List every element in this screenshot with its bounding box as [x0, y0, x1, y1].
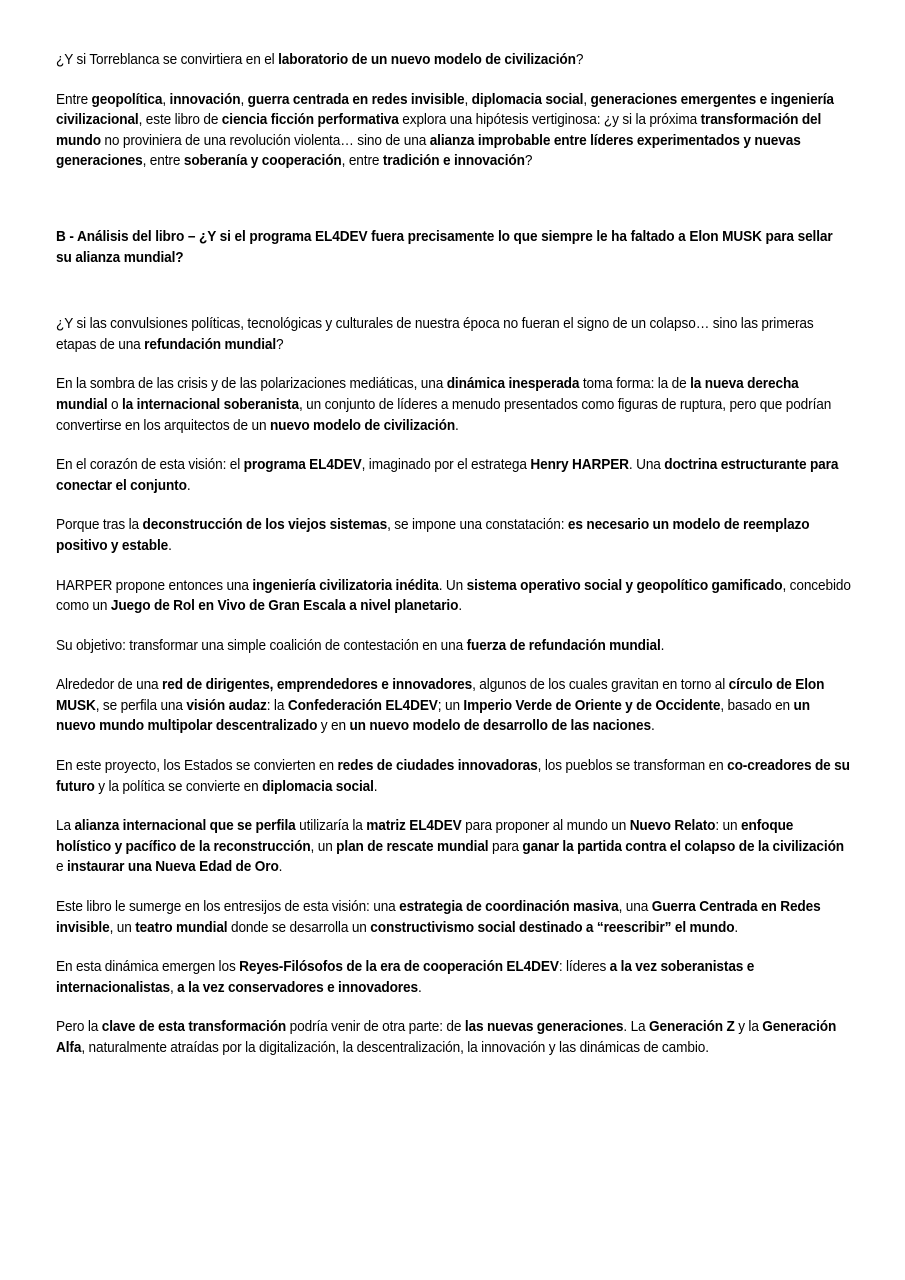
- intro-paragraph: Entre geopolítica, innovación, guerra centrada en redes invisible, diplomacia social, generaciones emergentes e ingeniería civilizacional, este libro de ciencia ficción performativa explora una hipótesis vertiginosa: ¿y si la próxima transformación del mundo no proviniera de una revolución violenta… sino de una alianza improbable entre líderes experimentados y nuevas generaciones, entre soberanía y cooperación, entre tradición e innovación?: [56, 91, 834, 170]
- para-sombra-crisis: En la sombra de las crisis y de las polarizaciones mediáticas, una dinámica inesperada toma forma: la de la nueva derecha mundial o la internacional soberanista, un conjunto de líderes a menudo presentados como figuras de ruptura, pero que podrían convertirse en los arquitectos de un nuevo modelo de civilización.: [56, 376, 832, 434]
- para-reyes-filosofos: En esta dinámica emergen los Reyes-Filósofos de la era de cooperación EL4DEV: líderes a la vez soberanistas e internacionalistas, a la vez conservadores e innovadores.: [56, 959, 755, 996]
- para-corazon-vision: En el corazón de esta visión: el programa EL4DEV, imaginado por el estratega Henry HARPER. Una doctrina estructurante para conectar el conjunto.: [56, 457, 839, 494]
- para-red-dirigentes: Alrededor de una red de dirigentes, emprendedores e innovadores, algunos de los cuales gravitan en torno al círculo de Elon MUSK, se perfila una visión audaz: la Confederación EL4DEV; un Imperio Verde de Oriente y de Occidente, basado en un nuevo mundo multipolar descentralizado y en un nuevo modelo de desarrollo de las naciones.: [56, 677, 825, 735]
- spacer: [56, 665, 852, 675]
- spacer: [56, 445, 852, 455]
- question-convulsiones: ¿Y si las convulsiones políticas, tecnológicas y culturales de nuestra época no fueran el signo de un colapso… sino las primeras etapas de una refundación mundial?: [56, 316, 814, 353]
- spacer: [56, 626, 852, 636]
- spacer: [56, 887, 852, 897]
- spacer: [56, 806, 852, 816]
- para-alianza-internacional: La alianza internacional que se perfila utilizaría la matriz EL4DEV para proponer al mundo un Nuevo Relato: un enfoque holístico y pacífico de la reconstrucción, un plan de rescate mundial para ganar la partida contra el colapso de la civilización e instaurar una Nueva Edad de Oro.: [56, 818, 845, 876]
- spacer: [56, 566, 852, 576]
- spacer: [56, 746, 852, 756]
- spacer: [56, 364, 852, 374]
- spacer: [56, 947, 852, 957]
- para-ingenieria-civilizatoria: HARPER propone entonces una ingeniería civilizatoria inédita. Un sistema operativo social y geopolítico gamificado, concebido como un Juego de Rol en Vivo de Gran Escala a nivel planetario.: [56, 577, 851, 615]
- spacer: [56, 1007, 852, 1017]
- spacer-after-heading: [56, 268, 852, 314]
- para-deconstruccion: Porque tras la deconstrucción de los viejos sistemas, se impone una constatación: es necesario un modelo de reemplazo positivo y estable.: [56, 517, 810, 554]
- para-este-libro-sumerge: Este libro le sumerge en los entresijos de esta visión: una estrategia de coordinación masiva, una Guerra Centrada en Redes invisible, un teatro mundial donde se desarrolla un constructivismo social destinado a “reescribir” el mundo.: [56, 899, 821, 936]
- spacer: [56, 80, 852, 90]
- document-text-body: [56, 50, 852, 1068]
- spacer-before-heading: [56, 181, 852, 227]
- intro-question: ¿Y si Torreblanca se convirtiera en el laboratorio de un nuevo modelo de civilización?: [56, 52, 584, 68]
- para-estados-redes-ciudades: En este proyecto, los Estados se convierten en redes de ciudades innovadoras, los pueblos se transforman en co-creadores de su futuro y la política se convierte en diplomacia social.: [56, 758, 850, 795]
- para-objetivo: Su objetivo: transformar una simple coalición de contestación en una fuerza de refundación mundial.: [56, 637, 665, 654]
- spacer: [56, 505, 852, 515]
- para-clave-transformacion: Pero la clave de esta transformación podría venir de otra parte: de las nuevas generaciones. La Generación Z y la Generación Alfa, naturalmente atraídas por la digitalización, la descentralización, la innovación y las dinámicas de cambio.: [56, 1019, 837, 1056]
- section-heading-b: B - Análisis del libro – ¿Y si el programa EL4DEV fuera precisamente lo que siempre le ha faltado a Elon MUSK para sellar su alianza mundial?: [56, 228, 833, 266]
